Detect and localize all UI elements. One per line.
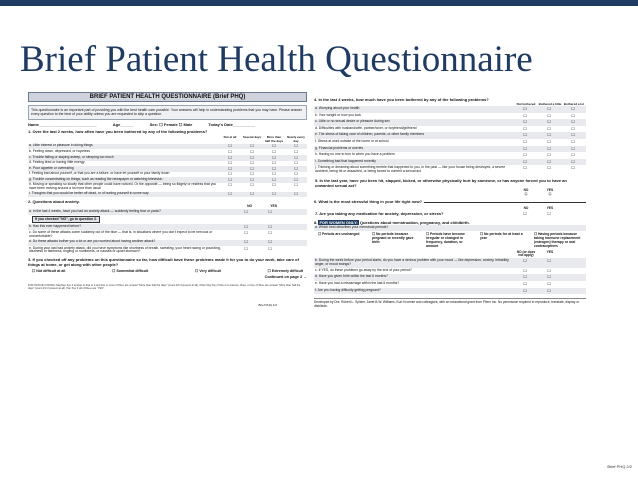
checkbox[interactable]: ☐ [547,258,551,264]
checkbox[interactable]: ☐ [294,148,298,154]
checkbox[interactable]: ☐ [523,210,527,216]
checkbox[interactable]: ☐ [241,155,263,161]
checkbox[interactable]: ☐ [523,287,527,293]
checkbox[interactable]: ☐ [523,281,527,287]
checkbox[interactable]: ☐ [547,287,551,293]
q4-row [314,165,586,175]
period-option[interactable]: ☐ No periods for at least a year [480,232,523,240]
checkbox[interactable]: ☐ [263,144,285,150]
checkbox[interactable]: ☐ [228,171,232,177]
q1-col-header: Nearly every day [287,135,305,143]
checkbox[interactable]: ☐ [524,192,528,197]
q8-item-label: b. During the week before your period starts, do you have a serious problem with your mood — like depression, anxiety, irritability, anger, or mood swings? [315,258,510,266]
checkbox[interactable]: ☐ [547,274,551,280]
form-title: BRIEF PATIENT HEALTH QUESTIONNAIRE (Brief PHQ) [28,92,307,102]
checkbox[interactable]: ☐ [263,192,285,198]
q4-row [314,106,586,113]
checkbox[interactable]: ☐ [272,182,276,188]
checkbox[interactable]: ☐ [228,160,232,166]
page-number: Brief PHQ 1/2 [258,303,277,308]
q2-item-label: e. During your last bad anxiety attack, did you have symptoms like shortness of breath, sweating, your heart racing or pounding, dizziness or faintness, tingling or numbness, or nausea or upset stomach? [29,245,221,254]
patient-id-line [28,123,307,128]
checkbox[interactable]: ☐ [250,148,254,154]
q4-item-label: h. Having no one to turn to when you have a problem [315,152,395,157]
q4-row [314,119,586,126]
q5-text: 5. In the last year, have you been hit, slapped, kicked, or otherwise physically hurt by someone, or has anyone forced you to have an unwanted sexual act? [315,178,567,188]
checkbox[interactable]: ☐ [219,166,241,172]
period-option[interactable]: ☐ Periods are unchanged [318,232,360,237]
checkbox[interactable]: ☐ [523,119,527,125]
no-label: NO [247,203,253,208]
checkbox[interactable]: ☐ [571,158,575,164]
checkbox[interactable]: ☐ [523,274,527,280]
q2-item-label: d. Do these attacks bother you a lot or are you worried about having another attack? [29,239,156,244]
q1-item-label: f. Feeling bad about yourself, or that you are a failure, or have let yourself or your family down [29,171,170,176]
checkbox[interactable]: ☐ [523,158,527,164]
checkbox[interactable]: ☐ [228,182,232,188]
q4-col-header: Bothered a little [538,101,562,106]
q4-row [314,113,586,120]
q1-col-header: Not at all [223,135,237,140]
q7-text: 7. Are you taking any medication for anxiety, depression, or stress? [315,210,444,216]
checkbox[interactable]: ☐ [571,119,575,125]
q8-title: Questions about menstruation, pregnancy, and childbirth. [359,219,470,225]
continued-note: Continued on page 2 → [264,275,307,280]
q3-option[interactable]: ☐ Somewhat difficult [112,269,149,274]
q1-item-label: c. Trouble falling or staying asleep, or sleeping too much [28,155,219,161]
checkbox[interactable]: ☐ [547,158,551,164]
q4-row [314,126,586,133]
q2-item-label: a. In the last 4 weeks, have you had an anxiety attack — suddenly feeling fear or panic? [29,208,161,213]
checkbox[interactable]: ☐ [547,112,551,118]
intro-text: This questionnaire is an important part of providing you with the best health care possible. Your answers will help in understanding problems that you may have. Please answer every question to the best of your ability unless you are requested to skip a question. [28,105,307,120]
q1-item-label: d. Feeling tired or having little energy [29,160,85,165]
q1-item-label: i. Thoughts that you would be better off dead, or of hurting yourself in some way [28,192,219,198]
q8-row [314,281,586,288]
yes-label: YES [546,249,554,254]
q4-col-header: Bothered a lot [563,101,585,106]
yes-label: YES [546,188,554,193]
checkbox[interactable]: ☐ [285,192,307,198]
checkbox[interactable]: ☐ [547,165,551,171]
q1-item-label: b. Feeling down, depressed, or hopeless [29,148,91,153]
checkbox[interactable]: ☐ [523,106,527,112]
checkbox[interactable]: ☐ [244,239,248,245]
checkbox[interactable]: ☐ [523,112,527,118]
checkbox[interactable]: ☐ [285,144,307,150]
checkbox[interactable]: ☐ [523,165,527,171]
checkbox[interactable]: ☐ [547,152,551,158]
checkbox[interactable]: ☐ [571,139,575,144]
slide-title: Brief Patient Health Questionnaire [20,39,533,80]
checkbox[interactable]: ☐ [547,125,551,131]
q1-item-label: g. Trouble concentrating on things, such as reading the newspaper or watching television [28,177,219,183]
checkbox[interactable]: ☐ [523,152,527,158]
credits-note: Developed by Drs. Robert L. Spitzer, Janet B.W. Williams, Kurt Kroenke and colleagues, with an educational grant from Pfizer Inc. No permission required to reproduce, translate, display or distribute. [314,298,586,308]
q4-col-header: Not bothered [516,101,536,106]
checkbox[interactable]: ☐ [547,267,551,273]
top-accent-bar [0,0,638,6]
age-field[interactable]: Age______ [112,121,134,127]
checkbox[interactable]: ☐ [547,281,551,287]
q1-col-header: Several days [242,135,262,140]
q8-row [314,274,586,281]
checkbox[interactable]: ☐ [263,155,285,161]
q8-row [314,268,586,275]
q4-item-label: c. Little or no sexual desire or pleasure during sex [315,119,390,124]
checkbox[interactable]: ☐ [547,106,551,112]
checkbox[interactable]: ☐ [250,182,254,188]
q1-row [28,192,307,198]
women-only-tag: FOR WOMEN ONLY: [319,219,358,225]
checkbox[interactable]: ☐ [548,192,552,197]
checkbox[interactable]: ☐ [523,139,527,144]
period-option[interactable]: ☐ Having periods because taking hormone replacement (estrogen) therapy or oral contraceptives [534,232,581,248]
q4-title: 4. In the last 4 weeks, how much have you been bothered by any of the following problems? [314,97,489,102]
questionnaire-page-1 [28,92,307,462]
checkbox[interactable]: ☐ [219,144,241,150]
q8-item-label: f. Are you having difficulty getting pregnant? [315,287,381,292]
checkbox[interactable]: ☐ [523,125,527,131]
checkbox[interactable]: ☐ [547,132,551,138]
q8-item-label: d. Have you given birth within the last 6 months? [315,274,388,279]
checkbox[interactable]: ☐ [547,139,551,144]
q4-item-label: i. Something bad that happened recently [315,158,376,163]
q1-col-header: More than half the days [264,135,284,143]
checkbox[interactable]: ☐ [250,160,254,166]
checkbox[interactable]: ☐ [219,155,241,161]
checkbox[interactable]: ☐ [294,160,298,166]
q8-row [314,288,586,295]
checkbox[interactable]: ☐ [523,267,527,273]
date-field[interactable]: Today's Date__________ [208,121,256,127]
q1-title: 1. Over the last 2 weeks, how often have you been bothered by any of the following problems? [28,129,208,135]
q4-item-label: e. The stress of taking care of children, parents, or other family members [315,132,425,137]
checkbox[interactable]: ☐ [523,145,527,151]
q4-item-label: j. Thinking or dreaming about something terrible that happened to you, in the past — like your house being destroyed, a severe accident, being hit or assaulted, or being forced to commit a sexual act [315,165,506,174]
checkbox[interactable]: ☐ [285,166,307,172]
checkbox[interactable]: ☐ [272,160,276,166]
q2-item-label: b. Has this ever happened before? [29,223,82,228]
q1-matrix [28,136,307,197]
q4-item-label: d. Difficulties with husband/wife, partner/lover, or boyfriend/girlfriend [315,125,417,130]
no-label: NO (or does not apply) [516,249,536,258]
q2-row [28,230,307,239]
period-options [314,231,586,251]
q4-item-label: b. Your weight or how you look [315,112,361,117]
q2-item-label: c. Do some of these attacks come suddenly out of the blue — that is, in situations where you don't expect to be nervous or uncomfortable? [29,229,213,238]
checkbox[interactable]: ☐ [523,132,527,138]
checkbox[interactable]: ☐ [294,171,298,177]
checkbox[interactable]: ☐ [219,192,241,198]
checkbox[interactable]: ☐ [285,155,307,161]
q1-item-label: a. Little interest or pleasure in doing things [28,144,219,150]
checkbox[interactable]: ☐ [571,112,575,118]
checkbox[interactable]: ☐ [250,171,254,177]
yes-label: YES [546,206,554,211]
no-label: NO [523,206,529,211]
q8-item-label: e. Have you had a miscarriage within the last 6 months? [315,281,400,286]
checkbox[interactable]: ☐ [547,119,551,125]
office-coding-note: FOR OFFICE CODING: Maj Dep Syn if answer to #1a or b and five or more of #1a-i are at least "More than half the days" (count #1i if present at all). Other Dep Syn if #1a or b and two, three, or four of #1a-i are at least "More than half the days" (count #1i if present at all). Pan Syn if all of #2a-e are "YES". [28,283,301,290]
q2-row [28,246,307,255]
checkbox[interactable]: ☐ [571,125,575,131]
checkbox[interactable]: ☐ [241,144,263,150]
q3-option[interactable]: ☐ Not difficult at all [32,269,66,274]
checkbox[interactable]: ☐ [263,177,285,183]
checkbox[interactable]: ☐ [219,177,241,183]
checkbox[interactable]: ☐ [571,152,575,158]
checkbox[interactable]: ☐ [523,258,527,264]
q4-row [314,152,586,159]
checkbox[interactable]: ☐ [294,182,298,188]
checkbox[interactable]: ☐ [268,239,272,245]
sex-field[interactable]: Sex: ☐ Female ☐ Male [149,121,193,127]
checkbox[interactable]: ☐ [244,229,248,235]
q5-block [314,178,586,197]
name-field[interactable]: Name__________________________ [28,121,97,127]
q4-item-label: g. Financial problems or worries [315,145,364,150]
checkbox[interactable]: ☐ [263,166,285,172]
q3-options [28,269,307,273]
checkbox[interactable]: ☐ [241,192,263,198]
checkbox[interactable]: ☐ [244,245,248,251]
checkbox[interactable]: ☐ [571,145,575,151]
checkbox[interactable]: ☐ [571,132,575,138]
no-label: NO [523,188,529,193]
skip-note: If you checked "NO", go to question 3. [32,216,100,223]
checkbox[interactable]: ☐ [547,145,551,151]
checkbox[interactable]: ☐ [268,223,272,229]
yes-label: YES [270,203,277,208]
q3-title: 3. If you checked off any problems on this questionnaire so far, how difficult have these problems made it for you to do your work, take care of things at home, or get along with other people? [28,257,299,267]
checkbox[interactable]: ☐ [268,245,272,251]
checkbox[interactable]: ☐ [268,229,272,235]
q3-option[interactable]: ☐ Extremely difficult [267,269,303,274]
q1-item-label: h. Moving or speaking so slowly that other people could have noticed. Or the opposite — being so fidgety or restless that you have been moving around a lot more than usual [29,182,217,191]
checkbox[interactable]: ☐ [241,166,263,172]
q8-block [314,221,586,295]
q2-row [28,209,307,215]
checkbox[interactable]: ☐ [228,148,232,154]
checkbox[interactable]: ☐ [244,223,248,229]
q6-answer-line[interactable] [424,200,586,203]
checkbox[interactable]: ☐ [571,165,575,171]
checkbox[interactable]: ☐ [272,171,276,177]
q3-option[interactable]: ☐ Very difficult [195,269,221,274]
slide-page-number: Brief PHQ 2/2 [607,464,632,469]
q7-block [314,207,586,217]
period-option[interactable]: ☐ No periods because pregnant or recently gave birth [372,232,414,244]
period-option[interactable]: ☐ Periods have become irregular or changed in frequency, duration, or amount [426,232,465,248]
q2-title: 2. Questions about anxiety. [28,199,80,205]
q6-block [314,200,586,205]
q1-item-label: e. Poor appetite or overeating [28,166,219,172]
questionnaire-page-2 [314,98,586,468]
q8a-text: a. Which best describes your menstrual periods? [315,225,389,230]
q8-row [314,258,586,268]
q8-number: 8. [314,219,318,225]
q4-item-label: f. Stress at work outside of the home or at school [315,139,389,143]
checkbox[interactable]: ☐ [285,177,307,183]
q4-row [314,132,586,139]
checkbox[interactable]: ☐ [571,106,575,112]
q4-row [314,159,586,166]
q4-row [314,139,586,146]
checkbox[interactable]: ☐ [547,210,551,216]
q6-text: 6. What is the most stressful thing in your life right now? [314,198,423,204]
checkbox[interactable]: ☐ [241,177,263,183]
checkbox[interactable]: ☐ [244,208,248,214]
q4-item-label: a. Worrying about your health [315,106,360,111]
q4-row [314,146,586,153]
checkbox[interactable]: ☐ [268,208,272,214]
checkbox[interactable]: ☐ [272,148,276,154]
q8-item-label: c. If YES, do these problems go away by the end of your period? [315,267,412,272]
